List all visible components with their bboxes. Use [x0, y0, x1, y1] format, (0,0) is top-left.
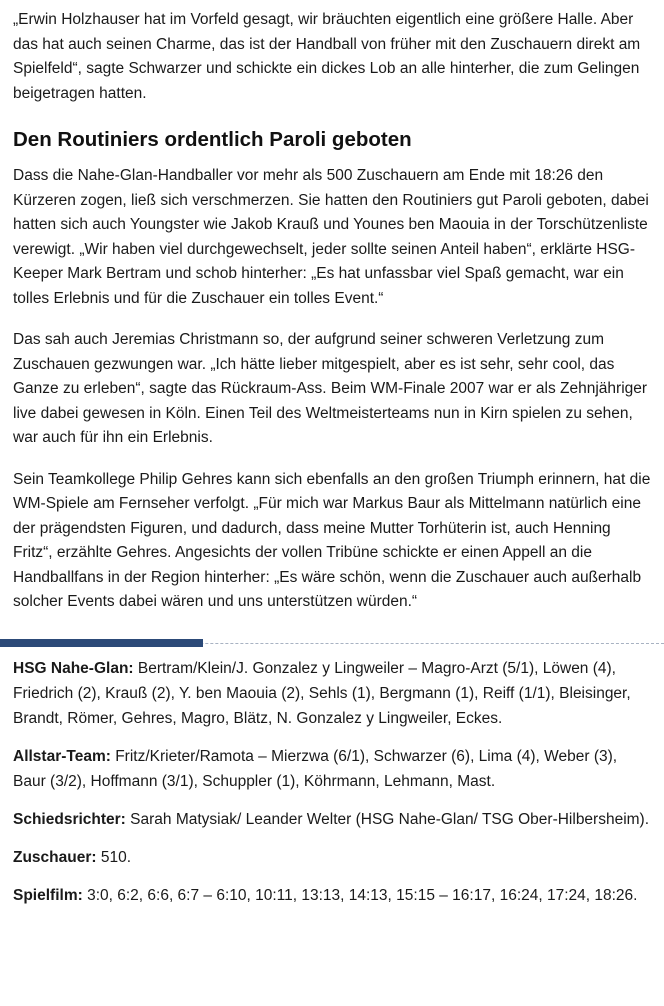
fact-team-hsg: [13, 656, 651, 731]
divider-accent-bar: [0, 639, 203, 647]
fact-spectators: [13, 845, 651, 870]
article-paragraph: Dass die Nahe-Glan-Handballer vor mehr als 500 Zuschauern am Ende mit 18:26 den Kürzeren zogen, ließ sich verschmerzen. Sie hatten den Routiniers gut Paroli geboten, dabei hatten sich auch Youngster wie Jakob Krauß und Younes ben Maouia in der Torschützenliste verewigt. „Wir haben viel durchgewechselt, jeder sollte seinen Anteil haben“, erklärte HSG-Keeper Mark Bertram und schob hinterher: „Es hat unfassbar viel Spaß gemacht, war ein tolles Erlebnis und für die Zuschauer ein tolles Event.“: [13, 167, 649, 307]
fact-text: Sarah Matysiak/ Leander Welter (HSG Nahe-Glan/ TSG Ober-Hilbersheim).: [125, 810, 650, 828]
article-paragraph-intro: „Erwin Holzhauser hat im Vorfeld gesagt, wir bräuchten eigentlich eine größere Halle. Aber das hat auch seinen Charme, das ist der Handball von früher mit den Zuschauern direkt am Spielfeld“, sagte Schwarzer und schickte ein dickes Lob an alle hinterher, die zum Gelingen beigetragen hatten.: [13, 11, 641, 102]
fact-text: 3:0, 6:2, 6:6, 6:7 – 6:10, 10:11, 13:13, 14:13, 15:15 – 16:17, 16:24, 17:24, 18:26.: [82, 886, 638, 904]
section-heading: Den Routiniers ordentlich Paroli geboten: [13, 128, 412, 151]
fact-team-allstar: [13, 744, 651, 794]
fact-text: 510.: [96, 848, 132, 866]
fact-label: Allstar-Team:: [13, 747, 111, 765]
article-paragraph: Sein Teamkollege Philip Gehres kann sich ebenfalls an den großen Triumph erinnern, hat die WM-Spiele am Fernseher verfolgt. „Für mich war Markus Baur als Mittelmann natürlich eine der prägendsten Figuren, und dadurch, dass meine Mutter Torhüterin ist, auch Henning Fritz“, erzählte Gehres. Angesichts der vollen Tribüne schickte er einen Appell an die Handballfans in der Region hinterher: „Es wäre schön, wenn die Zuschauer auch außerhalb solcher Events dabei wären und uns unterstützen würden.“: [13, 470, 651, 610]
article-paragraph: Das sah auch Jeremias Christmann so, der aufgrund seiner schweren Verletzung zum Zuschauen gezwungen war. „Ich hätte lieber mitgespielt, aber es ist sehr, sehr cool, das Ganze zu erleben“, sagte das Rückraum-Ass. Beim WM-Finale 2007 war er als Zehnjähriger live dabei gewesen in Köln. Einen Teil des Weltmeisterteams nun in Kirn spielen zu sehen, war auch für ihn ein Erlebnis.: [13, 331, 648, 446]
section-divider: [0, 639, 664, 647]
fact-referees: [13, 807, 651, 832]
fact-game-progress: [13, 883, 651, 908]
fact-label: Schiedsrichter:: [13, 810, 126, 828]
fact-text: Bertram/Klein/J. Gonzalez y Lingweiler – Magro-Arzt (5/1), Löwen (4), Friedrich (2), Krauß (2), Y. ben Maouia (2), Sehls (1), Bergmann (1), Reiff (1/1), Bleisinger, Brandt, Römer, Gehres, Magro, Blätz, N. Gonzalez y Lingweiler, Eckes.: [13, 659, 631, 727]
fact-label: HSG Nahe-Glan:: [13, 659, 134, 677]
fact-label: Spielfilm:: [13, 886, 83, 904]
fact-text: Fritz/Krieter/Ramota – Mierzwa (6/1), Schwarzer (6), Lima (4), Weber (3), Baur (3/2), Hoffmann (3/1), Schuppler (1), Köhrmann, Lehmann, Mast.: [13, 747, 618, 790]
match-facts-box: [0, 647, 664, 908]
fact-label: Zuschauer:: [13, 848, 97, 866]
